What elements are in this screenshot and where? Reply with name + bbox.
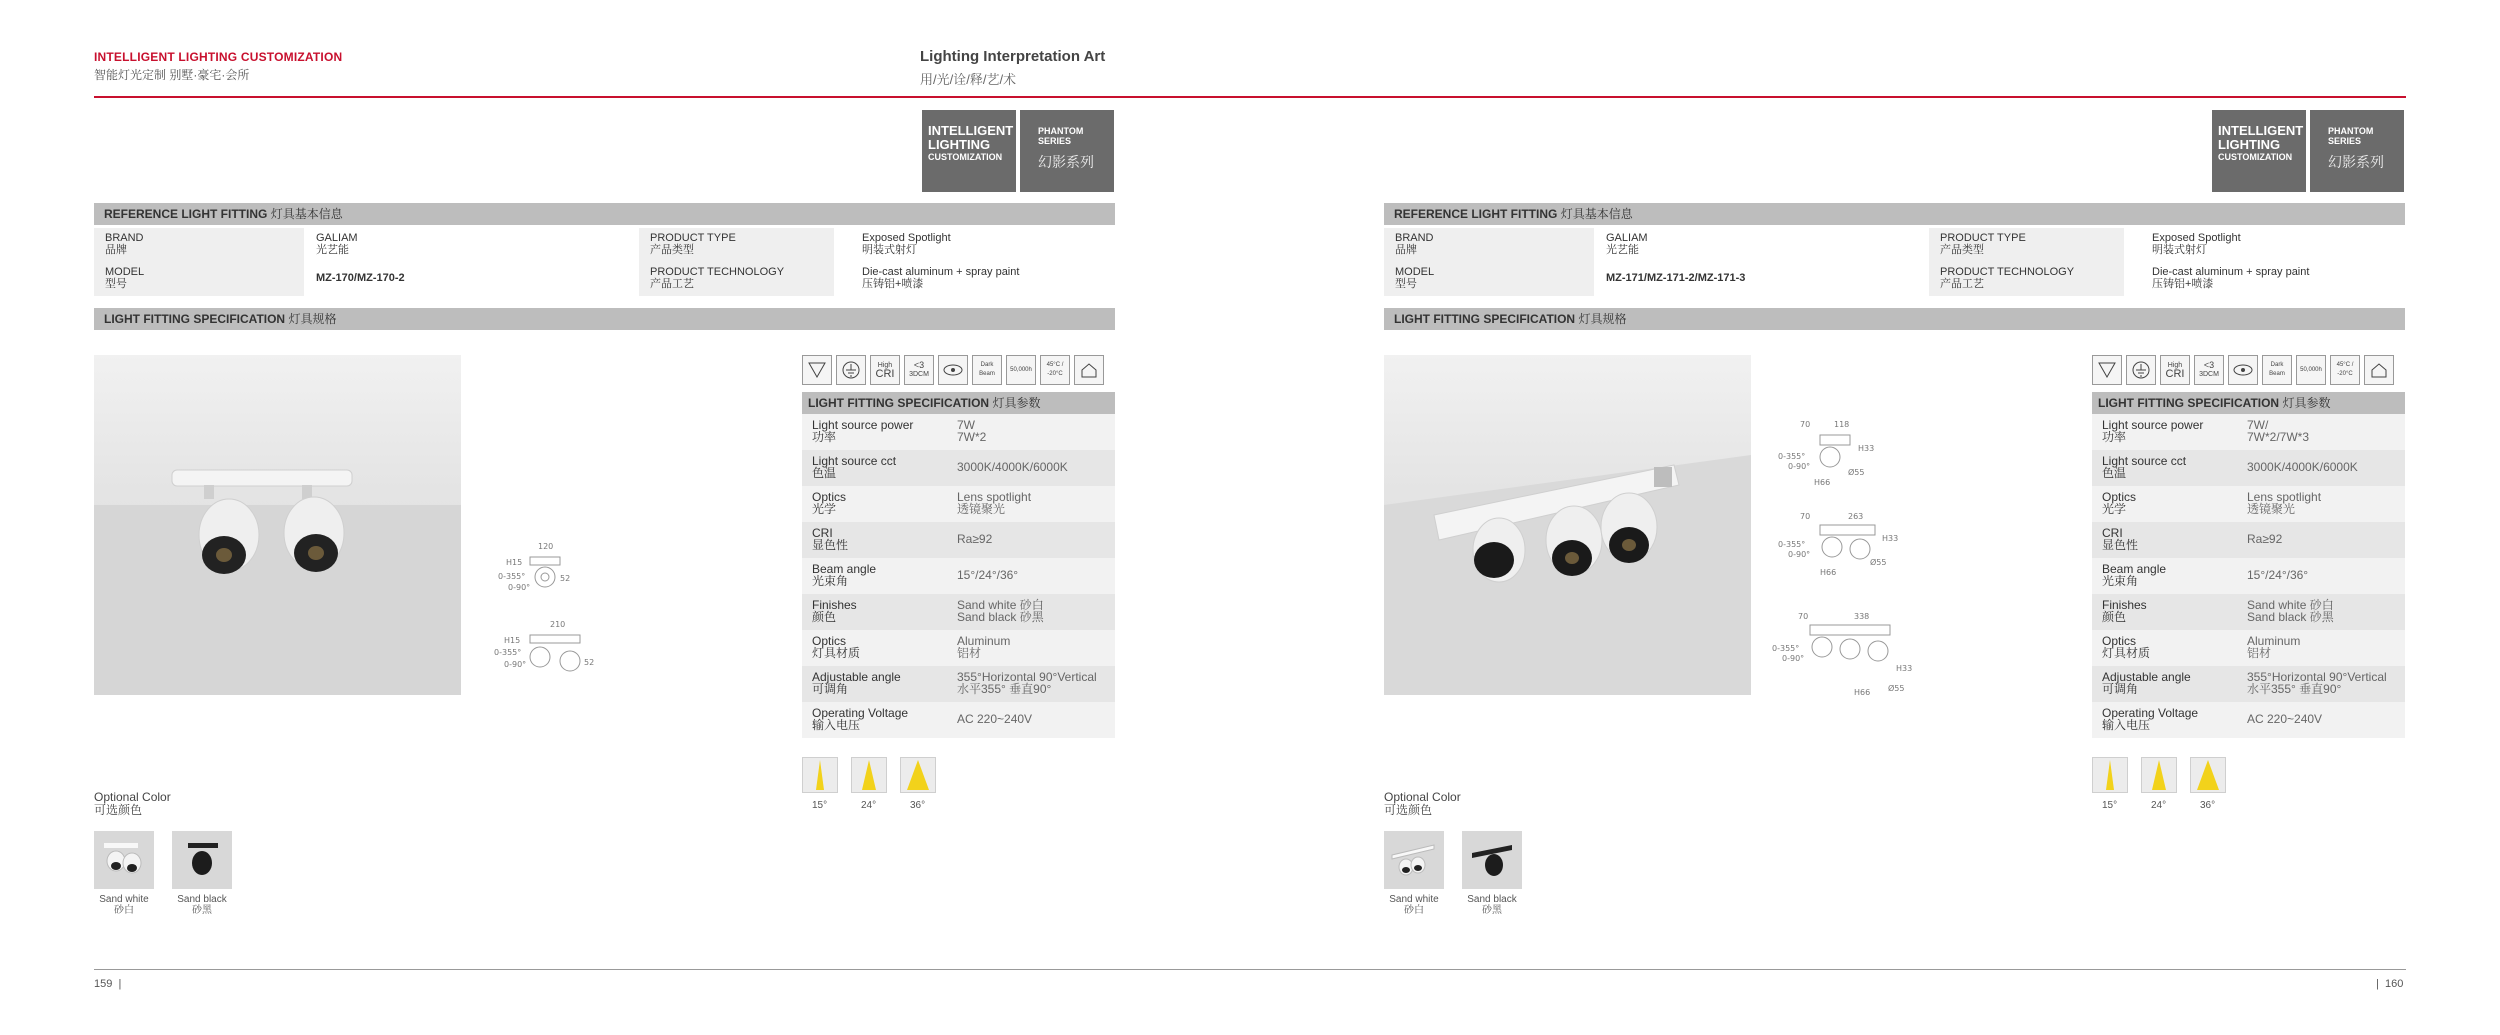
- drawing-label: Ø55: [1848, 468, 1865, 477]
- ugr-icon: <3 3DCM: [2194, 355, 2224, 385]
- drawing-label: 0-355°: [498, 572, 526, 581]
- drawing-label: 70: [1800, 420, 1811, 429]
- drawing-label: H33: [1896, 664, 1913, 673]
- timer-icon: 50,000h: [2296, 355, 2326, 385]
- spec-rows: [2092, 414, 2405, 738]
- beam-label: 24°: [2151, 800, 2167, 811]
- drawing-label: H66: [1854, 688, 1871, 697]
- beam-36-icon: [2190, 757, 2226, 793]
- beam-label: 36°: [2200, 800, 2216, 811]
- drawing-label: 52: [560, 574, 571, 583]
- spec-table: [2092, 392, 2405, 738]
- spec-row: Light source power 功率 7W/ 7W*2/7W*3: [2092, 414, 2405, 450]
- drawing-label: 0-90°: [1782, 654, 1805, 663]
- dark-beam-icon: Dark Beam: [2262, 355, 2292, 385]
- badge-cn: 幻影系列: [1038, 154, 1094, 170]
- triangle-icon: [2092, 355, 2122, 385]
- badge-line: CUSTOMIZATION: [2218, 152, 2293, 162]
- brand-title: INTELLIGENT LIGHTING CUSTOMIZATION: [94, 50, 343, 64]
- swatch-sand-black: [1462, 831, 1522, 889]
- spec-row: Beam angle 光束角 15°/24°/36°: [2092, 558, 2405, 594]
- drawing-single: [1778, 420, 1874, 487]
- temperature-icon: 45°C / -20°C: [2330, 355, 2360, 385]
- drawing-label: 0-355°: [1778, 452, 1806, 461]
- spec-row: Finishes 颜色 Sand white 砂白 Sand black 砂黑: [2092, 594, 2405, 630]
- drawing-label: H33: [1882, 534, 1899, 543]
- drawing-label: 263: [1848, 512, 1864, 521]
- ugr-icon: <3 3DCM: [904, 355, 934, 385]
- drawing-double: [1778, 512, 1898, 577]
- intelligent-badge: [2212, 110, 2306, 192]
- type-label: PRODUCT TYPE 产品类型: [650, 232, 736, 256]
- beam-label: 15°: [812, 800, 828, 811]
- beam-label: 36°: [910, 800, 926, 811]
- spec-row: Finishes 颜色 Sand white 砂白 Sand black 砂黑: [802, 594, 1115, 630]
- drawing-label: 0-90°: [1788, 550, 1811, 559]
- spec-row: CRI 显色性 Ra≥92: [2092, 522, 2405, 558]
- beam-label: 15°: [2102, 800, 2118, 811]
- spotlight-illustration: [94, 355, 461, 695]
- center-subtitle: 用/光/诠/释/艺/术: [920, 72, 1017, 87]
- drawing-label: 0-355°: [1778, 540, 1806, 549]
- badge-line: LIGHTING: [928, 137, 991, 152]
- beam-15-icon: [2092, 757, 2128, 793]
- dark-beam-icon: Dark Beam: [972, 355, 1002, 385]
- brand-label: BRAND 品牌: [105, 232, 144, 256]
- tech-value: Die-cast aluminum + spray paint 压铸铝+喷漆: [862, 266, 1020, 290]
- section-title: LIGHT FITTING SPECIFICATION: [104, 312, 286, 326]
- spec-row: Light source cct 色温 3000K/4000K/6000K: [802, 450, 1115, 486]
- model-label: MODEL 型号: [105, 266, 145, 290]
- reference-section-bar: [1384, 203, 2405, 225]
- center-title: Lighting Interpretation Art: [920, 48, 1106, 65]
- beam-15-icon: [802, 757, 838, 793]
- spec-row: Optics 灯具材质 Aluminum 铝材: [802, 630, 1115, 666]
- badge-line: SERIES: [1038, 136, 1072, 146]
- badge-line: SERIES: [2328, 136, 2362, 146]
- spec-row: Adjustable angle 可调角 355°Horizontal 90°Vertical 水平355° 垂直90°: [802, 666, 1115, 702]
- drawing-label: Ø55: [1870, 558, 1887, 567]
- feature-icons: [2092, 355, 2394, 385]
- drawing-label: 52: [584, 658, 595, 667]
- drawing-single: [498, 542, 570, 592]
- section-title: LIGHT FITTING SPECIFICATION: [1394, 312, 1576, 326]
- drawing-double: [494, 620, 594, 671]
- temperature-icon: 45°C / -20°C: [1040, 355, 1070, 385]
- ground-icon: [2126, 355, 2156, 385]
- spec-row: Beam angle 光束角 15°/24°/36°: [802, 558, 1115, 594]
- drawing-label: H66: [1814, 478, 1831, 487]
- home-icon: [2364, 355, 2394, 385]
- model-value: MZ-170/MZ-170-2: [316, 272, 405, 284]
- triangle-icon: [802, 355, 832, 385]
- drawing-label: H33: [1858, 444, 1875, 453]
- beam-24-icon: [2141, 757, 2177, 793]
- beam-24-icon: [851, 757, 887, 793]
- tech-label: PRODUCT TECHNOLOGY 产品工艺: [1940, 266, 2075, 290]
- ground-icon: [836, 355, 866, 385]
- drawing-label: 70: [1798, 612, 1809, 621]
- badge-line: PHANTOM: [1038, 126, 1084, 136]
- product-photo: [94, 355, 461, 695]
- beam-36-icon: [900, 757, 936, 793]
- spec-row: Operating Voltage 输入电压 AC 220~240V: [2092, 702, 2405, 738]
- badge-line: INTELLIGENT: [2218, 123, 2304, 138]
- section-title-cn: 灯具规格: [288, 312, 337, 326]
- swatch-sand-black: [172, 831, 232, 889]
- section-title: REFERENCE LIGHT FITTING: [104, 207, 268, 221]
- eye-icon: [938, 355, 968, 385]
- tech-value: Die-cast aluminum + spray paint 压铸铝+喷漆: [2152, 266, 2310, 290]
- drawing-label: H15: [506, 558, 523, 567]
- swatch-sand-white: [1384, 831, 1444, 889]
- reference-section-bar: [94, 203, 1115, 225]
- brand-value: GALIAM 光艺能: [1606, 232, 1648, 256]
- tech-label: PRODUCT TECHNOLOGY 产品工艺: [650, 266, 785, 290]
- spec-row: CRI 显色性 Ra≥92: [802, 522, 1115, 558]
- spec-section-bar: [1384, 308, 2405, 330]
- brand-value: GALIAM 光艺能: [316, 232, 358, 256]
- drawing-triple: [1772, 612, 1912, 697]
- spec-row: Optics 灯具材质 Aluminum 铝材: [2092, 630, 2405, 666]
- type-value: Exposed Spotlight 明装式射灯: [2152, 232, 2241, 256]
- series-badge: [1020, 110, 1114, 192]
- swatch-label: Sand black 砂黑: [1467, 894, 1517, 916]
- model-value: MZ-171/MZ-171-2/MZ-171-3: [1606, 272, 1746, 284]
- home-icon: [1074, 355, 1104, 385]
- drawing-label: 0-90°: [508, 583, 531, 592]
- swatch-label: Sand black 砂黑: [177, 894, 227, 916]
- drawing-label: 0-355°: [1772, 644, 1800, 653]
- swatch-sand-white: [94, 831, 154, 889]
- brand-label: BRAND 品牌: [1395, 232, 1434, 256]
- spec-section-bar: [94, 308, 1115, 330]
- spec-row: Light source power 功率 7W 7W*2: [802, 414, 1115, 450]
- spec-table-head: LIGHT FITTING SPECIFICATION 灯具参数: [802, 392, 1115, 414]
- badge-cn: 幻影系列: [2328, 154, 2384, 170]
- swatch-label: Sand white 砂白: [1389, 894, 1439, 916]
- eye-icon: [2228, 355, 2258, 385]
- spec-row: Light source cct 色温 3000K/4000K/6000K: [2092, 450, 2405, 486]
- spec-row: Adjustable angle 可调角 355°Horizontal 90°Vertical 水平355° 垂直90°: [2092, 666, 2405, 702]
- drawing-label: H66: [1820, 568, 1837, 577]
- drawing-label: 0-90°: [1788, 462, 1811, 471]
- badge-line: CUSTOMIZATION: [928, 152, 1003, 162]
- badge-line: LIGHTING: [2218, 137, 2281, 152]
- section-title: REFERENCE LIGHT FITTING: [1394, 207, 1558, 221]
- cri-icon: High CRI: [2160, 355, 2190, 385]
- spec-table-head: LIGHT FITTING SPECIFICATION 灯具参数: [2092, 392, 2405, 414]
- feature-icons: [802, 355, 1104, 385]
- drawing-label: 210: [550, 620, 566, 629]
- drawing-label: Ø55: [1888, 684, 1905, 693]
- page-number-left: 159 |: [94, 978, 122, 990]
- intelligent-badge: [922, 110, 1016, 192]
- swatch-label: Sand white 砂白: [99, 894, 149, 916]
- reference-info: [1384, 228, 2405, 296]
- type-label: PRODUCT TYPE 产品类型: [1940, 232, 2026, 256]
- drawing-label: 0-355°: [494, 648, 522, 657]
- page-number-right: | 160: [2376, 978, 2404, 990]
- drawing-label: 70: [1800, 512, 1811, 521]
- brand-subtitle: 智能灯光定制 别墅·豪宅·会所: [94, 68, 250, 82]
- header-divider: [94, 96, 2406, 98]
- dimension-drawings: [1770, 415, 1930, 705]
- optional-color-title: Optional Color 可选颜色: [94, 790, 171, 817]
- footer-divider: [94, 969, 2406, 970]
- track-spotlight-illustration: [1384, 355, 1751, 695]
- drawing-label: 0-90°: [504, 660, 527, 669]
- timer-icon: 50,000h: [1006, 355, 1036, 385]
- spec-table: [802, 392, 1115, 738]
- drawing-label: H15: [504, 636, 521, 645]
- dimension-drawings: [490, 535, 610, 705]
- series-badge: [2310, 110, 2404, 192]
- model-label: MODEL 型号: [1395, 266, 1435, 290]
- spec-rows: [802, 414, 1115, 738]
- badge-line: INTELLIGENT: [928, 123, 1014, 138]
- spec-row: Optics 光学 Lens spotlight 透镜聚光: [802, 486, 1115, 522]
- reference-info: [94, 228, 1115, 296]
- drawing-label: 118: [1834, 420, 1850, 429]
- badge-line: PHANTOM: [2328, 126, 2374, 136]
- optional-color-title: Optional Color 可选颜色: [1384, 790, 1461, 817]
- drawing-label: 338: [1854, 612, 1870, 621]
- beam-label: 24°: [861, 800, 877, 811]
- product-photo: [1384, 355, 1751, 695]
- cri-icon: High CRI: [870, 355, 900, 385]
- type-value: Exposed Spotlight 明装式射灯: [862, 232, 951, 256]
- section-title-cn: 灯具基本信息: [270, 207, 343, 221]
- section-title-cn: 灯具规格: [1578, 312, 1627, 326]
- spec-row: Operating Voltage 输入电压 AC 220~240V: [802, 702, 1115, 738]
- spec-row: Optics 光学 Lens spotlight 透镜聚光: [2092, 486, 2405, 522]
- section-title-cn: 灯具基本信息: [1560, 207, 1633, 221]
- drawing-label: 120: [538, 542, 554, 551]
